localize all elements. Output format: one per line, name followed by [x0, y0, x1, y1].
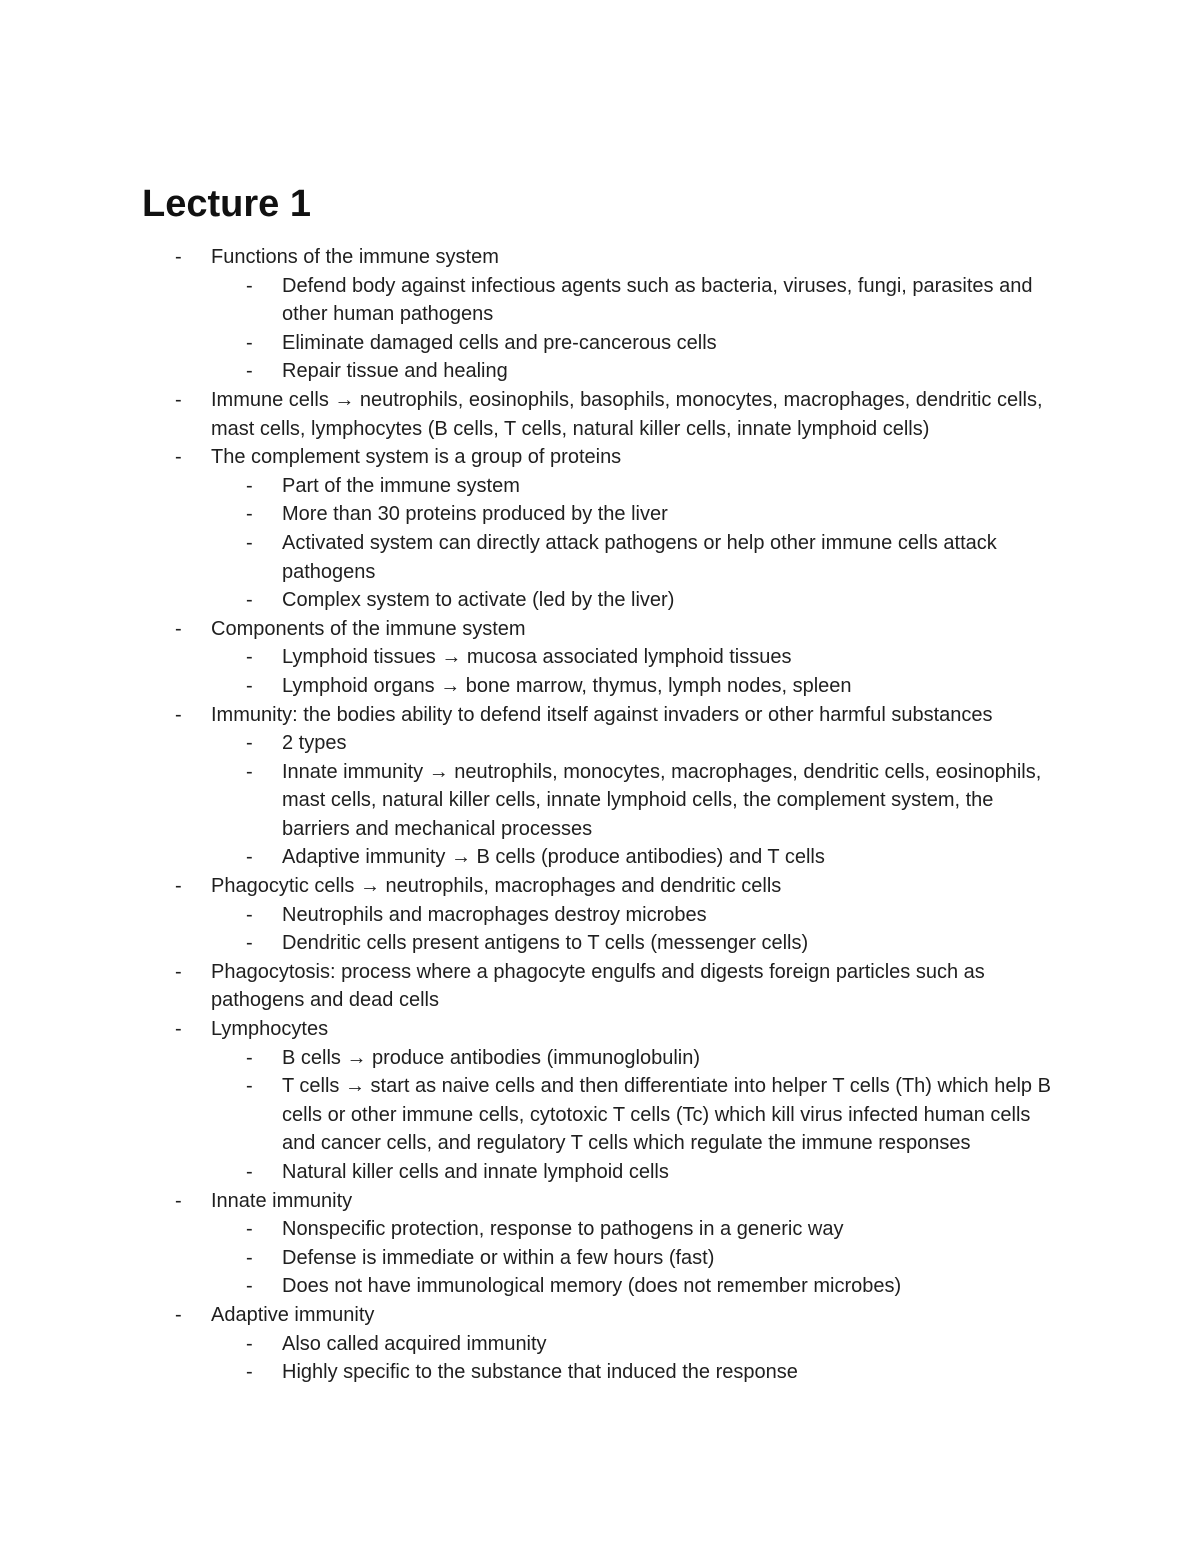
bullet-dash: - — [175, 246, 182, 268]
bullet-dash: - — [246, 674, 253, 697]
list-item-text: Immune cells → neutrophils, eosinophils, basophils, monocytes, macrophages, dendritic cells, mast cells, lymphocytes (B cells, T cells, natural killer cells, innate lymphoid cells) — [211, 388, 1043, 440]
bullet-dash: - — [246, 846, 253, 869]
list-item-text: Functions of the immune system — [211, 246, 499, 268]
bullet-dash: - — [175, 388, 182, 411]
list-item — [0, 615, 1066, 644]
bullet-dash: - — [175, 960, 182, 983]
list-item-text: Does not have immunological memory (does not remember microbes) — [282, 1275, 902, 1298]
list-item-text: Innate immunity → neutrophils, monocytes, macrophages, dendritic cells, eosinophils, mast cells, natural killer cells, innate lymphoid cells, the complement system, the barriers and mechanical processes — [282, 760, 1042, 840]
list-item-text: Complex system to activate (led by the liver) — [282, 589, 675, 612]
bullet-dash: - — [246, 646, 253, 669]
bullet-dash: - — [246, 474, 253, 497]
list-item-text: Lymphocytes — [211, 1018, 329, 1041]
list-item-text: Phagocytic cells → neutrophils, macrophages and dendritic cells — [211, 875, 782, 898]
sub-list-item — [0, 729, 1057, 758]
list-item — [0, 872, 1066, 901]
list-item-text: Lymphoid organs → bone marrow, thymus, lymph nodes, spleen — [282, 674, 852, 697]
list-item-text: Adaptive immunity — [211, 1303, 375, 1326]
sub-list-item — [0, 586, 1057, 615]
sub-list-item — [0, 357, 1057, 386]
list-item-text: Repair tissue and healing — [282, 360, 508, 383]
sub-list-item — [0, 500, 1057, 529]
bullet-dash: - — [175, 617, 182, 640]
sub-list-item — [0, 529, 1057, 586]
sub-list-item — [0, 758, 1057, 844]
bullet-dash: - — [246, 760, 253, 783]
sub-list-item — [0, 272, 1057, 329]
sub-list-item — [0, 901, 1057, 930]
sub-list-item — [0, 1330, 1057, 1359]
list-item-text: 2 types — [282, 732, 347, 755]
sub-list-item — [0, 1044, 1057, 1073]
bullet-dash: - — [246, 932, 253, 955]
bullet-dash: - — [246, 1161, 253, 1183]
page-title: Lecture 1 — [142, 183, 311, 225]
bullet-dash: - — [175, 1189, 182, 1212]
list-item-text: Innate immunity — [211, 1189, 353, 1212]
list-item-text: More than 30 proteins produced by the liver — [282, 503, 668, 526]
list-item-text: Defend body against infectious agents such as bacteria, viruses, fungi, parasites and other human pathogens — [282, 274, 1033, 326]
list-item-text: Natural killer cells and innate lymphoid cells — [282, 1161, 669, 1183]
list-item — [0, 243, 1066, 272]
list-item-text: Neutrophils and macrophages destroy microbes — [282, 903, 707, 926]
bullet-list — [0, 243, 1200, 1387]
sub-list-item — [0, 1244, 1057, 1273]
sub-list-item — [0, 1358, 1057, 1387]
sub-list-item — [0, 843, 1057, 872]
bullet-dash: - — [246, 732, 253, 755]
bullet-dash: - — [246, 1361, 253, 1384]
list-item-text: Also called acquired immunity — [282, 1332, 547, 1355]
sub-list-item — [0, 1072, 1057, 1158]
sub-list-item — [0, 672, 1057, 701]
sub-list-item — [0, 472, 1057, 501]
list-item-text: Phagocytosis: process where a phagocyte engulfs and digests foreign particles such as pathogens and dead cells — [211, 960, 985, 1012]
list-item-text: Immunity: the bodies ability to defend itself against invaders or other harmful substances — [211, 703, 993, 726]
bullet-dash: - — [175, 446, 182, 469]
bullet-dash: - — [246, 274, 253, 297]
sub-list-item — [0, 929, 1057, 958]
bullet-dash: - — [246, 1332, 253, 1355]
list-item — [0, 1301, 1066, 1330]
list-item — [0, 1187, 1066, 1216]
sub-list-item — [0, 1215, 1057, 1244]
list-item-text: B cells → produce antibodies (immunoglobulin) — [282, 1046, 700, 1069]
list-item-text: Dendritic cells present antigens to T cells (messenger cells) — [282, 932, 809, 955]
bullet-dash: - — [246, 903, 253, 926]
bullet-dash: - — [246, 360, 253, 383]
list-item-text: Activated system can directly attack pathogens or help other immune cells attack pathogens — [282, 531, 997, 583]
sub-list-item — [0, 1272, 1057, 1301]
sub-list-item — [0, 643, 1057, 672]
list-item-text: Nonspecific protection, response to pathogens in a generic way — [282, 1218, 844, 1241]
bullet-dash: - — [246, 1246, 253, 1269]
sub-list-item — [0, 1158, 1057, 1187]
bullet-dash: - — [175, 875, 182, 898]
list-item-text: Eliminate damaged cells and pre-cancerous cells — [282, 331, 717, 354]
bullet-dash: - — [246, 503, 253, 526]
bullet-dash: - — [246, 331, 253, 354]
sub-list-item — [0, 329, 1057, 358]
list-item-text: Components of the immune system — [211, 617, 526, 640]
list-item-text: Part of the immune system — [282, 474, 520, 497]
list-item-text: T cells → start as naive cells and then differentiate into helper T cells (Th) which help B cells or other immune cells, cytotoxic T cells (Tc) which kill virus infected human cells and cancer cells, and regulatory T cells which regulate the immune responses — [282, 1075, 1051, 1155]
list-item — [0, 386, 1066, 443]
list-item-text: Lymphoid tissues → mucosa associated lymphoid tissues — [282, 646, 792, 669]
bullet-dash: - — [246, 1046, 253, 1069]
list-item-text: The complement system is a group of proteins — [211, 446, 622, 469]
bullet-dash: - — [246, 1218, 253, 1241]
list-item — [0, 958, 1066, 1015]
list-item-text: Highly specific to the substance that induced the response — [282, 1361, 798, 1384]
bullet-dash: - — [175, 703, 182, 726]
bullet-dash: - — [246, 589, 253, 612]
list-item — [0, 443, 1066, 472]
list-item-text: Defense is immediate or within a few hours (fast) — [282, 1246, 715, 1269]
list-item-text: Adaptive immunity → B cells (produce antibodies) and T cells — [282, 846, 825, 869]
list-item — [0, 1015, 1066, 1044]
bullet-dash: - — [246, 1275, 253, 1298]
bullet-dash: - — [175, 1018, 182, 1041]
list-item — [0, 701, 1066, 730]
bullet-dash: - — [246, 1075, 253, 1098]
bullet-dash: - — [175, 1303, 182, 1326]
bullet-dash: - — [246, 531, 253, 554]
